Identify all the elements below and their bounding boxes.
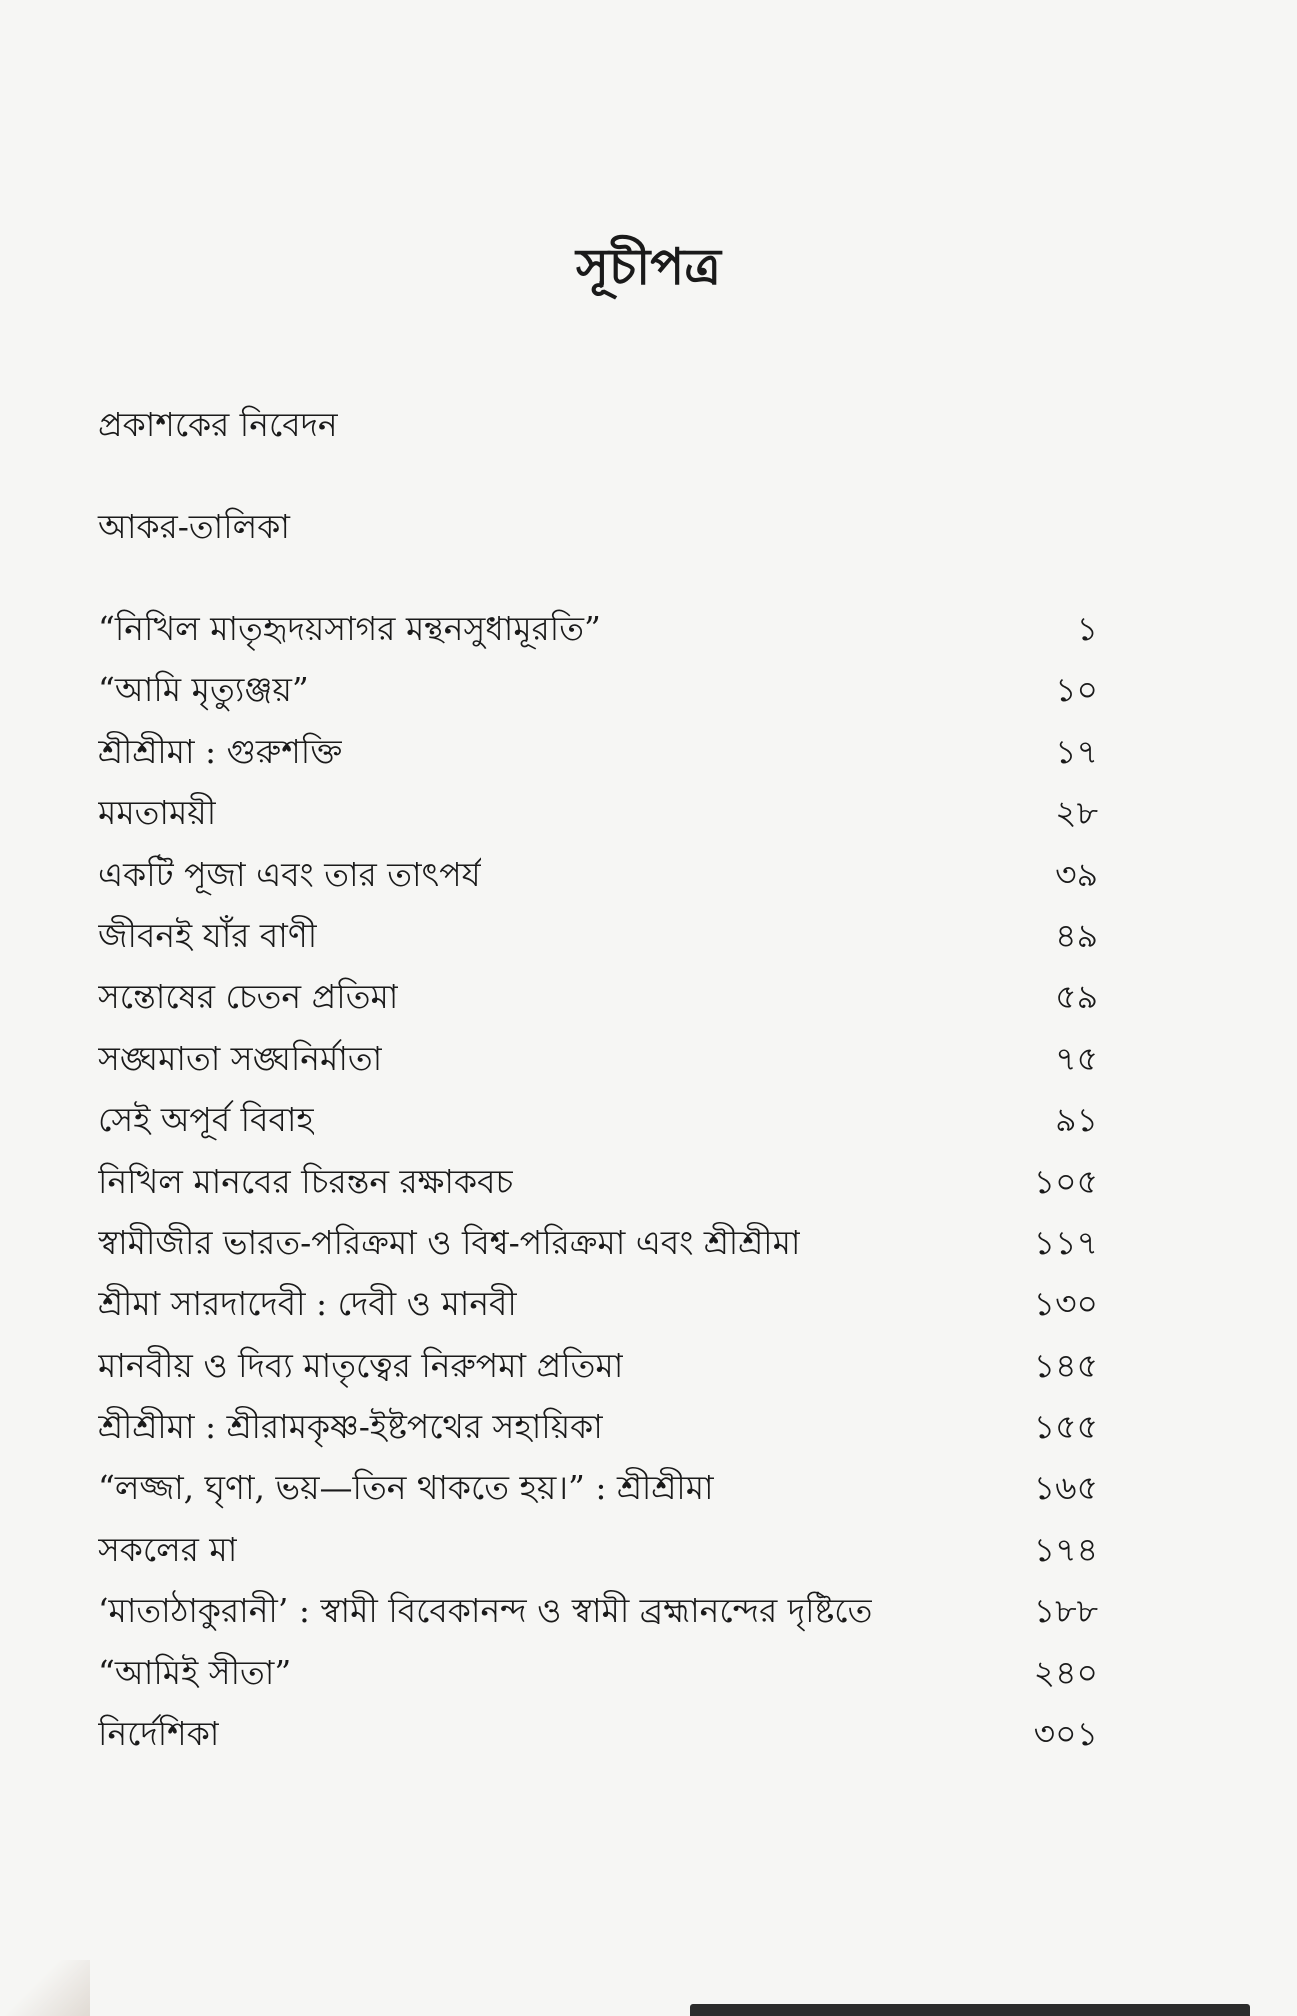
toc-entry [98, 909, 1098, 970]
toc-entry [98, 848, 1098, 909]
toc-entry-page: ১০ [1055, 670, 1098, 710]
toc-entry [98, 1093, 1098, 1154]
toc-entry-page: ৩০১ [1033, 1714, 1098, 1754]
toc-entry-page: ১৫৫ [1033, 1407, 1098, 1447]
toc-entry-title: শ্রীশ্রীমা : গুরুশক্তি [98, 731, 343, 771]
toc-entry-title: নিখিল মানবের চিরন্তন রক্ষাকবচ [98, 1161, 514, 1201]
toc-entry [98, 1277, 1098, 1338]
toc-entry-title: সন্তোষের চেতন প্রতিমা [98, 977, 399, 1017]
book-edge-shadow [690, 2004, 1250, 2016]
toc-entry-title: স্বামীজীর ভারত-পরিক্রমা ও বিশ্ব-পরিক্রমা এবং শ্রীশ্রীমা [98, 1222, 801, 1262]
toc-entry-title: নির্দেশিকা [98, 1714, 220, 1754]
toc-entry-page: ১৭ [1055, 731, 1098, 771]
toc-entry-page: ৫৯ [1055, 977, 1098, 1017]
toc-entry-title: ‘মাতাঠাকুরানী’ : স্বামী বিবেকানন্দ ও স্বামী ব্রহ্মানন্দের দৃষ্টিতে [98, 1591, 873, 1631]
toc-entry-page: ১৪৫ [1033, 1345, 1098, 1385]
toc-list [98, 602, 1098, 1768]
toc-entry-title: “আমিই সীতা” [98, 1652, 292, 1692]
front-matter-publisher-note: প্রকাশকের নিবেদন [98, 405, 338, 444]
toc-entry [98, 1461, 1098, 1522]
toc-entry [98, 970, 1098, 1031]
toc-entry-page: ১৮৮ [1033, 1591, 1098, 1631]
toc-entry-title: “আমি মৃত্যুঞ্জয়” [98, 670, 309, 710]
toc-entry [98, 1646, 1098, 1707]
toc-entry-page: ৩৯ [1055, 854, 1098, 894]
toc-entry [98, 1584, 1098, 1645]
toc-entry [98, 725, 1098, 786]
toc-entry-title: শ্রীমা সারদাদেবী : দেবী ও মানবী [98, 1284, 517, 1324]
toc-entry [98, 1032, 1098, 1093]
toc-entry-title: “লজ্জা, ঘৃণা, ভয়—তিন থাকতে হয়।” : শ্রীশ্রীমা [98, 1468, 714, 1508]
toc-entry-title: মমতাময়ী [98, 793, 217, 833]
page-corner-shadow [0, 1960, 90, 2016]
front-matter-source-list: আকর-তালিকা [98, 507, 290, 546]
toc-entry [98, 663, 1098, 724]
toc-entry-page: ৯১ [1055, 1100, 1098, 1140]
toc-entry [98, 1400, 1098, 1461]
toc-entry [98, 602, 1098, 663]
toc-entry-title: জীবনই যাঁর বাণী [98, 915, 318, 955]
toc-entry-page: ১ [1076, 609, 1098, 648]
toc-entry-title: শ্রীশ্রীমা : শ্রীরামকৃষ্ণ-ইষ্টপথের সহায়িকা [98, 1407, 603, 1447]
toc-entry-page: ১০৫ [1033, 1161, 1098, 1201]
toc-entry-page: ৭৫ [1055, 1038, 1098, 1078]
toc-entry-page: ১১৭ [1033, 1222, 1098, 1262]
toc-entry-title: সকলের মা [98, 1529, 238, 1569]
toc-entry [98, 1155, 1098, 1216]
toc-entry-page: ১৭৪ [1033, 1529, 1098, 1569]
toc-entry [98, 1707, 1098, 1768]
toc-entry [98, 1216, 1098, 1277]
toc-entry-title: মানবীয় ও দিব্য মাতৃত্বের নিরুপমা প্রতিমা [98, 1345, 624, 1385]
toc-entry-page: ৪৯ [1055, 915, 1098, 955]
toc-entry-title: সঙ্ঘমাতা সঙ্ঘনির্মাতা [98, 1038, 383, 1078]
toc-entry-title: সেই অপূর্ব বিবাহ [98, 1100, 314, 1140]
toc-entry-page: ২৮ [1055, 793, 1098, 833]
toc-entry [98, 1523, 1098, 1584]
toc-entry [98, 786, 1098, 847]
page-title: সূচীপত্র [576, 237, 721, 296]
toc-entry [98, 1339, 1098, 1400]
toc-entry-title: একটি পূজা এবং তার তাৎপর্য [98, 854, 481, 894]
toc-entry-page: ২৪০ [1033, 1652, 1098, 1692]
toc-entry-page: ১৬৫ [1033, 1468, 1098, 1508]
toc-entry-page: ১৩০ [1033, 1284, 1098, 1324]
toc-entry-title: “নিখিল মাতৃহৃদয়সাগর মন্থনসুধামূরতি” [98, 609, 601, 648]
